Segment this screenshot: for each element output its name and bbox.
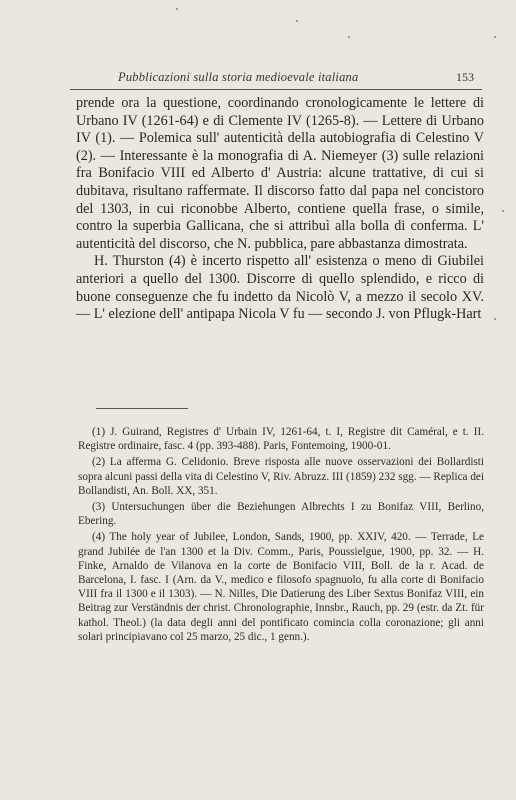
header-rule (70, 89, 482, 90)
footnote: (3) Untersuchungen über die Beziehungen Albrechts I zu Bonifaz VIII, Berlino, Ebering. (78, 501, 484, 528)
paper-speck (176, 8, 178, 10)
body-text (76, 95, 484, 324)
paper-speck (502, 210, 504, 212)
footnote: (4) The holy year of Jubilee, London, Sands, 1900, pp. XXIV, 420. — Terrade, Le grand Jubilée de l'an 1300 et la Div. Comm., Paris, Poussielgue, 1900, pp. 32. — H. Finke, Arnaldo de Vilanova en la corte de Bonifacio VIII, Boll. de la r. Acad. de Barcelona, I. fasc. I (Arn. da V., medico e filosofo spagnuolo, fu alla corte di Bonifacio VIII fra il 1300 e il 1303). — N. Nilles, Die Datierung des Liber Sextus Bonifaz VIII, ein Beitrag zur Verständnis der christ. Chronolographie, Innsbr., Rauch, pp. 29 (estr. da Zt. für kathol. Theol.) (la data degli anni del pontificato comincia colla coronazione; gli anni solari principiavano col 25 marzo, 25 dic., 1 genn.). (78, 531, 484, 643)
body-paragraph: prende ora la questione, coordinando cronologicamente le lettere di Urbano IV (1261-64) e di Clemente IV (1265-8). — Lettere di Urbano IV (1). — Polemica sull' autenticità della autobiografia di Celestino V (2). — Interessante è la monografia di A. Niemeyer (3) sulle relazioni fra Bonifacio VIII ed Alberto d' Austria: alcune trattative, di cui si dubitava, risultano raffermate. Il discorso fatto dal papa nel concistoro del 1303, in cui riconobbe Alberto, contiene quella frase, o simile, contro la superbia Gallicana, che si attribuì alla bolla di conferma. L' autenticità del discorso, che N. pubblica, pare abbastanza dimostrata. (76, 95, 484, 252)
footnote: (2) La afferma G. Celidonio. Breve risposta alle nuove osservazioni dei Bollardisti sopra alcuni passi della vita di Celestino V, Riv. Abruzz. III (1859) 232 sgg. — Replica dei Bollandisti, An. Boll. XX, 351. (78, 456, 484, 497)
page-number: 153 (456, 70, 474, 84)
paper-speck (494, 36, 496, 38)
footnote-separator (96, 408, 188, 409)
footnote: (1) J. Guirand, Registres d' Urbain IV, 1261-64, t. I, Registre dit Caméral, e t. II. Registre ordinaire, fasc. 4 (pp. 393-488). Paris, Fontemoing, 1900-01. (78, 426, 484, 453)
footnotes (78, 425, 484, 646)
paper-speck (348, 36, 350, 38)
paper-speck (494, 318, 496, 320)
body-paragraph: H. Thurston (4) è incerto rispetto all' esistenza o meno di Giubilei anteriori a quello del 1300. Discorre di quello splendido, e ricco di buone conseguenze che fu indetto da Nicolò V, a mezzo il secolo XV. — L' elezione dell' antipapa Nicola V fu — secondo J. von Pflugk-Hart (76, 253, 484, 323)
paper-speck (296, 20, 298, 22)
running-title: Pubblicazioni sulla storia medioevale italiana (118, 70, 359, 84)
